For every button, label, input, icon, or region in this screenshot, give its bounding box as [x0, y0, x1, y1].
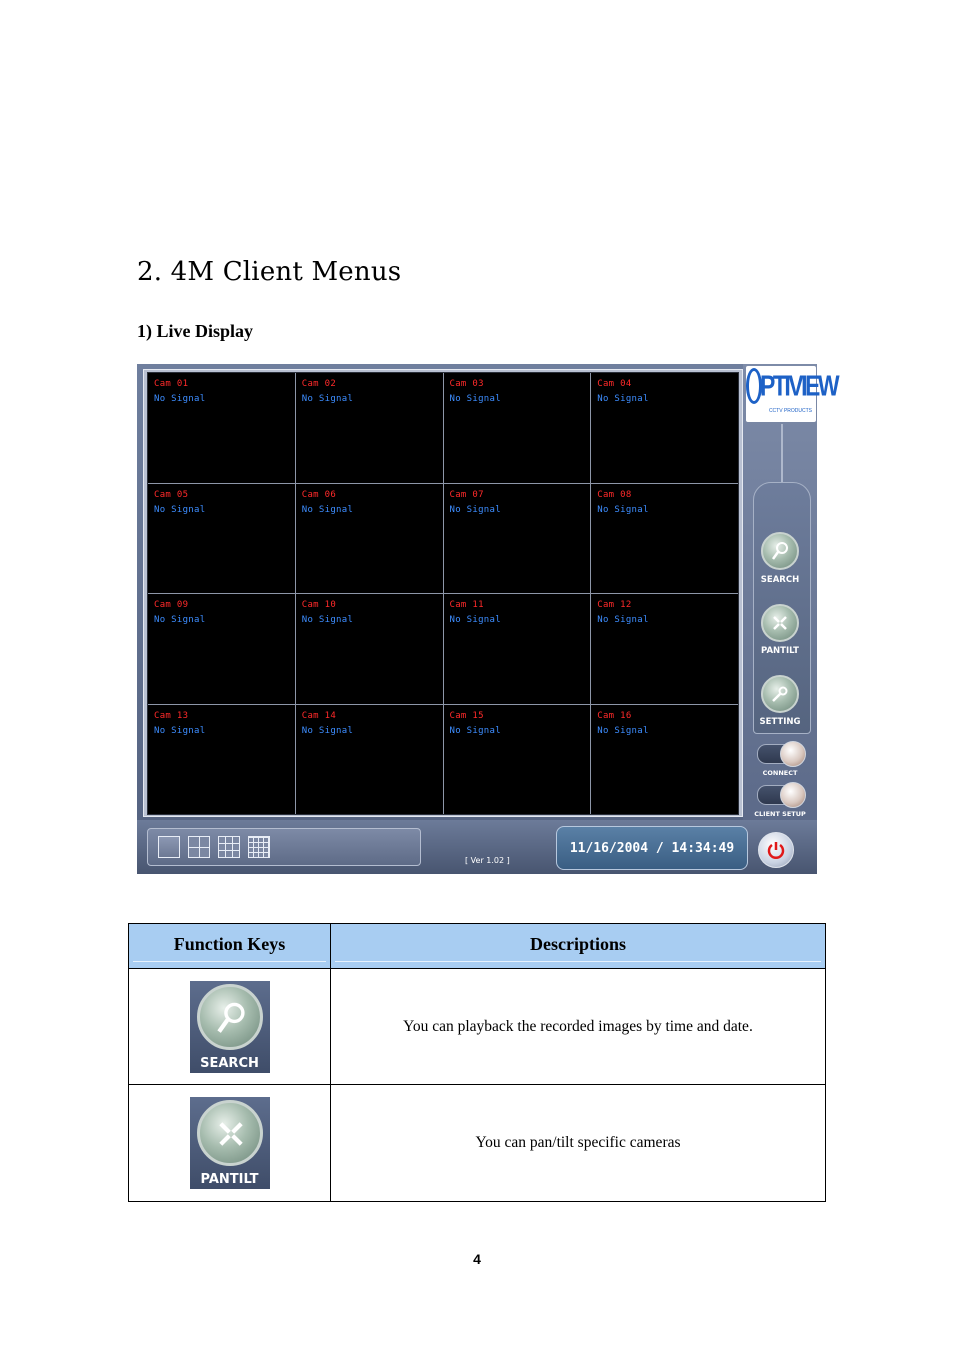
- signal-status: No Signal: [154, 615, 206, 625]
- signal-status: No Signal: [154, 504, 206, 515]
- panel-rail: [781, 424, 783, 482]
- datetime-display: 11/16/2004 / 14:34:49: [556, 826, 748, 870]
- control-panel: [743, 364, 838, 820]
- camera-tile[interactable]: [444, 705, 591, 815]
- pantilt-icon: [214, 1117, 248, 1151]
- description-cell: You can pan/tilt specific cameras: [331, 1085, 826, 1202]
- search-key-label: SEARCH: [200, 1055, 259, 1071]
- version-label: [ Ver 1.02 ]: [465, 856, 510, 865]
- signal-status: No Signal: [597, 394, 649, 404]
- connect-toggle[interactable]: [757, 744, 805, 764]
- camera-label: Cam 02: [301, 379, 337, 389]
- camera-tile[interactable]: [591, 705, 738, 815]
- bottom-bar: [137, 820, 817, 874]
- search-button[interactable]: [761, 532, 799, 570]
- client-setup-label: CLIENT SETUP: [754, 810, 806, 818]
- logo-tagline: CCTV PRODUCTS: [768, 408, 812, 414]
- wrench-icon: [770, 684, 790, 704]
- camera-tile[interactable]: [148, 594, 295, 704]
- setting-label: SETTING: [759, 717, 801, 727]
- layout-16-button[interactable]: [248, 836, 270, 858]
- logo-wordmark: PTIVIEW: [760, 369, 838, 402]
- connect-knob-icon: [780, 741, 806, 767]
- function-keys-table: [128, 923, 826, 1202]
- camera-tile[interactable]: [148, 705, 295, 815]
- connect-label: CONNECT: [762, 769, 798, 777]
- camera-tile[interactable]: [444, 484, 591, 594]
- search-label: SEARCH: [760, 575, 800, 585]
- camera-tile[interactable]: [296, 484, 443, 594]
- camera-tile[interactable]: [148, 484, 295, 594]
- camera-label: Cam 03: [449, 379, 484, 389]
- header-function-keys: Function Keys: [129, 924, 331, 969]
- pantilt-button[interactable]: [761, 604, 799, 642]
- camera-label: Cam 05: [154, 489, 189, 500]
- pantilt-icon: [770, 613, 790, 633]
- layout-9-button[interactable]: [218, 836, 240, 858]
- client-setup-toggle[interactable]: [757, 785, 805, 805]
- camera-label: Cam 08: [597, 489, 632, 500]
- power-button[interactable]: [758, 832, 794, 868]
- camera-tile[interactable]: [296, 594, 443, 704]
- signal-status: No Signal: [449, 615, 501, 625]
- camera-label: Cam 16: [597, 710, 632, 721]
- search-orb: [197, 984, 263, 1050]
- camera-tile[interactable]: [444, 594, 591, 704]
- signal-status: No Signal: [154, 725, 206, 736]
- signal-status: No Signal: [154, 394, 206, 404]
- camera-tile[interactable]: [148, 373, 295, 483]
- signal-status: No Signal: [301, 725, 354, 736]
- signal-status: No Signal: [449, 725, 501, 736]
- camera-tile[interactable]: [591, 373, 738, 483]
- camera-tile[interactable]: [591, 594, 738, 704]
- camera-label: Cam 07: [449, 489, 484, 500]
- camera-label: Cam 09: [154, 600, 189, 610]
- camera-label: Cam 11: [449, 600, 484, 610]
- signal-status: No Signal: [597, 725, 649, 736]
- function-key-cell: [129, 969, 331, 1085]
- setting-button[interactable]: [761, 675, 799, 713]
- camera-tile[interactable]: [591, 484, 738, 594]
- camera-tile[interactable]: [296, 373, 443, 483]
- header-descriptions: Descriptions: [331, 924, 826, 969]
- layout-4-button[interactable]: [188, 836, 210, 858]
- table-row: [129, 969, 826, 1085]
- signal-status: No Signal: [301, 394, 354, 404]
- search-icon: [770, 541, 790, 561]
- layout-selector: [147, 828, 421, 866]
- description-cell: You can playback the recorded images by time and date.: [331, 969, 826, 1085]
- camera-label: Cam 12: [597, 600, 632, 610]
- subsection-title: 1) Live Display: [137, 321, 254, 341]
- page-number: 4: [473, 1251, 481, 1267]
- search-icon: [214, 1001, 248, 1035]
- camera-label: Cam 04: [597, 379, 632, 389]
- signal-status: No Signal: [301, 504, 354, 515]
- client-setup-knob-icon: [780, 782, 806, 808]
- camera-tile[interactable]: [444, 373, 591, 483]
- camera-label: Cam 14: [301, 710, 337, 721]
- signal-status: No Signal: [301, 615, 354, 625]
- layout-1-button[interactable]: [158, 836, 180, 858]
- pantilt-label: PANTILT: [761, 646, 799, 656]
- pantilt-key-image: [190, 1097, 270, 1189]
- camera-grid: [147, 372, 739, 815]
- function-key-cell: [129, 1085, 331, 1202]
- signal-status: No Signal: [597, 504, 649, 515]
- table-header-row: [129, 924, 826, 969]
- search-key-image: [190, 981, 270, 1073]
- optiview-logo: [746, 366, 838, 422]
- camera-label: Cam 01: [154, 379, 189, 389]
- camera-tile[interactable]: [296, 705, 443, 815]
- camera-grid-frame: [143, 369, 743, 817]
- signal-status: No Signal: [597, 615, 649, 625]
- pantilt-orb: [197, 1100, 263, 1166]
- signal-status: No Signal: [449, 504, 501, 515]
- pantilt-key-label: PANTILT: [200, 1172, 259, 1187]
- power-icon: [766, 840, 786, 860]
- section-title: 2. 4M Client Menus: [137, 257, 402, 287]
- camera-label: Cam 15: [449, 710, 484, 721]
- signal-status: No Signal: [449, 394, 501, 404]
- camera-label: Cam 10: [301, 600, 337, 610]
- camera-label: Cam 06: [301, 489, 337, 500]
- camera-label: Cam 13: [154, 710, 189, 721]
- client-screenshot: [137, 364, 838, 874]
- table-row: [129, 1085, 826, 1202]
